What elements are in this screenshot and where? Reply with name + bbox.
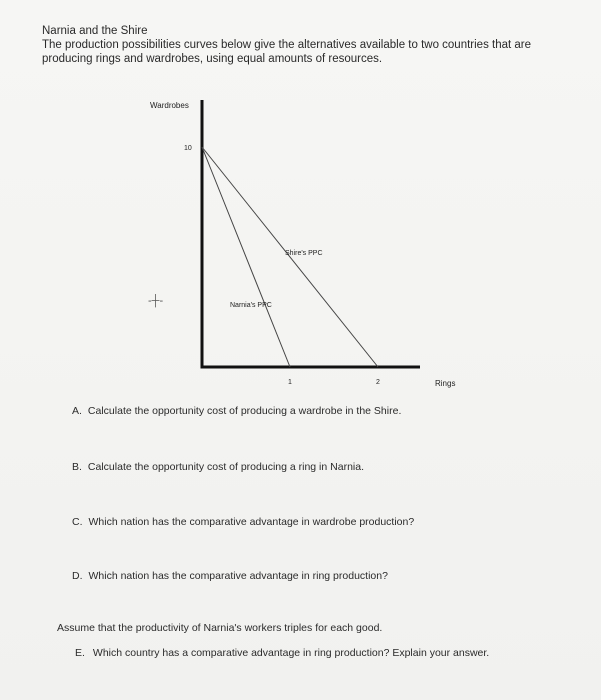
x-axis-label: Rings bbox=[435, 379, 456, 388]
question-a bbox=[72, 405, 401, 417]
question-e bbox=[75, 647, 489, 659]
y-tick-label: 10 bbox=[184, 145, 192, 152]
ppc-chart bbox=[140, 92, 470, 392]
question-text: Which nation has the comparative advantage in wardrobe production? bbox=[88, 516, 415, 528]
text-cursor-icon: -┼- bbox=[148, 295, 164, 307]
question-d bbox=[72, 570, 388, 582]
intro-text bbox=[42, 24, 562, 66]
question-text: Calculate the opportunity cost of producing a ring in Narnia. bbox=[87, 461, 364, 473]
y-axis-label: Wardrobes bbox=[150, 101, 189, 110]
question-text: Calculate the opportunity cost of producing a wardrobe in the Shire. bbox=[87, 405, 402, 417]
question-letter: B. bbox=[72, 461, 82, 473]
intro-line-1: The production possibilities curves below give the alternatives available to two countries that are bbox=[42, 39, 532, 51]
question-letter: D. bbox=[72, 570, 83, 582]
series-label: Narnia's PPC bbox=[230, 302, 272, 309]
intro-line-2: producing rings and wardrobes, using equal amounts of resources. bbox=[42, 53, 383, 65]
question-letter: E. bbox=[75, 647, 85, 659]
question-letter: A. bbox=[72, 405, 82, 417]
x-tick-label: 2 bbox=[376, 379, 380, 386]
question-text: Which nation has the comparative advantage in ring production? bbox=[88, 570, 388, 582]
ppc-line-shire bbox=[202, 147, 378, 367]
ppc-lines bbox=[202, 147, 378, 367]
problem-title: Narnia and the Shire bbox=[42, 25, 148, 37]
series-label: Shire's PPC bbox=[285, 250, 323, 257]
ppc-line-narnia bbox=[202, 147, 290, 367]
question-c bbox=[72, 516, 414, 528]
x-tick-label: 1 bbox=[288, 379, 292, 386]
tick-labels bbox=[184, 145, 380, 386]
question-text: Which country has a comparative advantage in ring production? Explain your answer. bbox=[92, 647, 490, 659]
assumption-text: Assume that the productivity of Narnia's workers triples for each good. bbox=[57, 622, 383, 634]
question-letter: C. bbox=[72, 516, 83, 528]
question-b bbox=[72, 461, 364, 473]
